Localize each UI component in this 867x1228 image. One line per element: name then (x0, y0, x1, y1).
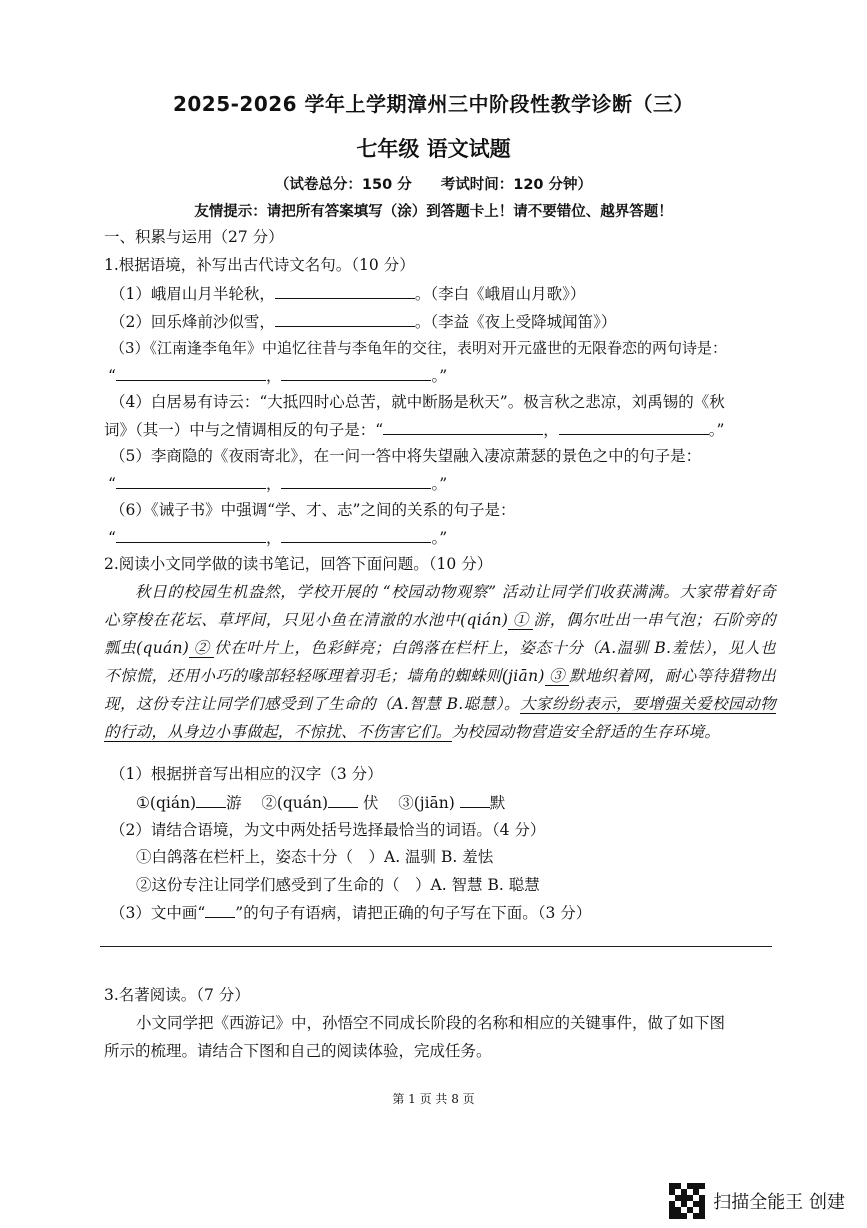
char-a: 游 (226, 794, 242, 812)
answer-blank[interactable] (116, 527, 266, 543)
scanner-badge (669, 1183, 845, 1219)
sub3-text: （3）文中画“ (110, 904, 206, 922)
reading-passage (104, 578, 776, 746)
passage-text: 秋日的校园生机盎然，学校开展的 “校园动物观察” 活动让同学们收获满满。大家带着好奇心穿梭在花坛、草坪间，只见小鱼在清澈的水池中(qián) (104, 583, 776, 629)
comma: ， (265, 367, 282, 385)
underline-sample (205, 902, 235, 918)
q2-sub1-items (136, 792, 505, 813)
quote-open: “ (108, 367, 116, 385)
qr-code-icon (669, 1183, 705, 1219)
q1-item-1-source: 。（李白《峨眉山月歌》） (414, 285, 586, 303)
answer-blank[interactable] (383, 419, 543, 435)
q2-sub2-b: ②这份专注让同学们感受到了生命的（ ）A. 智慧 B. 聪慧 (136, 876, 540, 894)
answer-blank[interactable] (460, 792, 490, 808)
blank-marker-2: ② (189, 639, 214, 658)
q2-sub2-a: ①白鸽落在栏杆上，姿态十分（ ）A. 温驯 B. 羞怯 (136, 848, 494, 866)
answer-blank[interactable] (559, 419, 709, 435)
pinyin-c: ③(jiān) (398, 794, 455, 812)
answer-blank[interactable] (281, 473, 431, 489)
quote-open: “ (108, 529, 116, 547)
exam-title: 2025-2026 学年上学期漳州三中阶段性教学诊断（三） (172, 92, 695, 116)
answer-blank[interactable] (281, 527, 431, 543)
quote-close: 。” (431, 529, 448, 547)
q1-item-2 (110, 311, 616, 332)
quote-close: 。” (708, 421, 725, 439)
exam-info: （试卷总分：150 分 考试时间：120 分钟） (274, 177, 593, 193)
q1-item-2-source: 。（李益《夜上受降城闻笛》） (414, 313, 617, 331)
char-b: 伏 (363, 794, 379, 812)
comma: ， (265, 529, 282, 547)
blank-marker-3: ③ (545, 667, 569, 686)
q1-item-2-text: （2）回乐烽前沙似雪， (110, 313, 275, 331)
q1-item-3-blanks (108, 365, 447, 386)
q1-item-5-blanks (108, 473, 447, 494)
answer-blank[interactable] (328, 792, 358, 808)
underlined-sentence: 大家纷纷表示，要增强关爱校园动物的行动，从身边小事做起，不惊扰、不伤害它们。 (104, 695, 776, 741)
answer-blank[interactable] (116, 473, 266, 489)
passage-text: 默地织着网，耐心等待猎物出现，这份专注让同学们感受到了生命的（A.智慧 B.聪慧）。 (104, 667, 776, 713)
exam-subtitle: 七年级 语文试题 (356, 137, 511, 161)
q1-item-4-text2: 词》（其一）中与之情调相反的句子是：“ (104, 421, 384, 439)
passage-text: 游，偶尔吐出一串气泡；石阶旁的瓢虫(quán) (104, 611, 776, 657)
q3-stem: 3.名著阅读。（7 分） (104, 986, 250, 1004)
answer-blank[interactable] (275, 283, 415, 299)
q2-sub2: （2）请结合语境，为文中两处括号选择最恰当的词语。（4 分） (110, 821, 546, 839)
q3-line-1: 小文同学把《西游记》中，孙悟空不同成长阶段的名称和相应的关键事件，做了如下图 (136, 1014, 726, 1032)
answer-blank[interactable] (116, 365, 266, 381)
comma: ， (265, 475, 282, 493)
q1-item-6: （6）《诫子书》中强调“学、才、志”之间的关系的句子是： (110, 501, 516, 519)
pinyin-a: ①(qián) (136, 794, 197, 812)
answer-blank[interactable] (281, 365, 431, 381)
answer-line[interactable] (100, 946, 772, 947)
quote-close: 。” (431, 475, 448, 493)
answer-blank[interactable] (196, 792, 226, 808)
section-heading: 一、积累与运用（27 分） (104, 228, 284, 246)
sub3-text2: ”的句子有语病，请把正确的句子写在下面。（3 分） (235, 904, 592, 922)
answer-blank[interactable] (275, 311, 415, 327)
q1-item-3: （3）《江南逢李龟年》中追忆往昔与李龟年的交往，表明对开元盛世的无限眷恋的两句诗是： (110, 339, 728, 357)
quote-open: “ (108, 475, 116, 493)
q1-item-1 (110, 283, 585, 304)
q2-sub1: （1）根据拼音写出相应的汉字（3 分） (110, 765, 383, 783)
q1-item-4: （4）白居易有诗云：“大抵四时心总苦，就中断肠是秋天”。极言秋之悲凉，刘禹锡的《秋 (110, 393, 725, 411)
page-footer: 第 1 页 共 8 页 (392, 1092, 475, 1106)
exam-notice: 友情提示：请把所有答案填写（涂）到答题卡上！请不要错位、越界答题！ (194, 204, 673, 220)
blank-marker-1: ① (508, 611, 533, 630)
q1-item-5: （5）李商隐的《夜雨寄北》，在一问一答中将失望融入凄凉萧瑟的景色之中的句子是： (110, 447, 702, 465)
pinyin-b: ②(quán) (261, 794, 329, 812)
char-c: 默 (489, 794, 506, 812)
q1-item-1-text: （1）峨眉山月半轮秋， (110, 285, 275, 303)
scanner-label: 扫描全能王 创建 (713, 1192, 845, 1213)
q1-item-6-blanks (108, 527, 447, 548)
comma: ， (543, 421, 559, 439)
passage-text: 为校园动物营造安全舒适的生存环境。 (451, 723, 721, 741)
q2-sub3 (110, 902, 591, 923)
q2-stem: 2.阅读小文同学做的读书笔记，回答下面问题。（10 分） (104, 555, 493, 573)
passage-text: 伏在叶片上，色彩鲜亮；白鸽落在栏杆上，姿态十分（A.温驯 B.羞怯），见人也不惊慌，还用小巧的喙部轻轻啄理着羽毛；墙角的蜘蛛则(jiān) (104, 639, 776, 685)
quote-close: 。” (431, 367, 448, 385)
q1-stem: 1.根据语境，补写出古代诗文名句。（10 分） (104, 256, 415, 274)
q3-line-2: 所示的梳理。请结合下图和自己的阅读体验，完成任务。 (104, 1042, 492, 1060)
q1-item-4-cont (104, 419, 724, 440)
